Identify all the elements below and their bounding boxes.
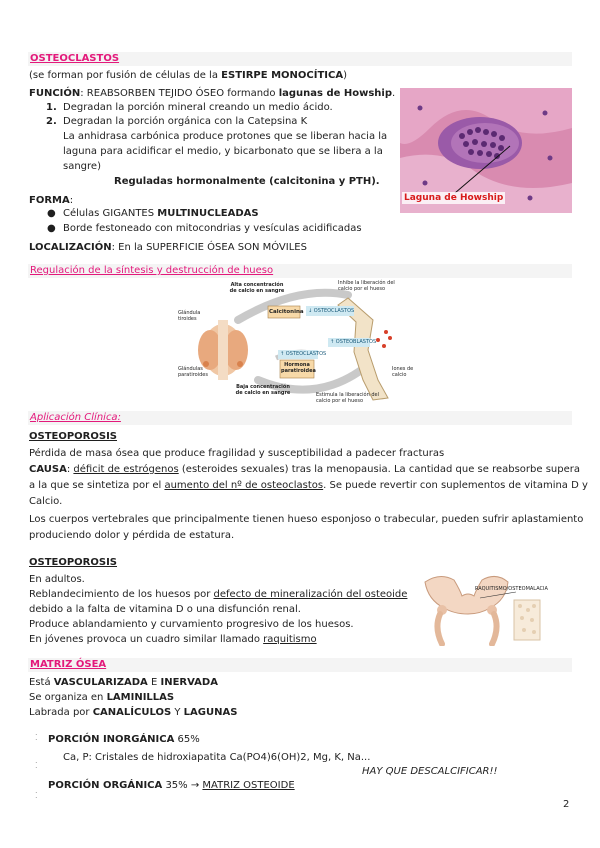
section-header-regulacion <box>28 264 572 278</box>
inorganica-label: PORCIÓN INORGÁNICA <box>48 734 175 745</box>
step-text: Degradan la porción mineral creando un medio ácido. <box>63 102 333 113</box>
section-header-aplicacion <box>28 411 572 425</box>
causa-underline: déficit de estrógenos <box>73 464 179 475</box>
osteomalacia-underline: defecto de mineralización del osteoide <box>213 589 408 600</box>
causa-label: CAUSA <box>29 464 67 475</box>
diagram-stimulate: Estimula la liberación del calcio por el hueso <box>316 392 379 404</box>
diagram-low-calcium: Baja concentración de calcio en sangre <box>235 384 291 396</box>
origin-end: ) <box>343 70 347 81</box>
step2-line: sangre) <box>63 161 101 172</box>
diagram-calcitonin: Calcitonina <box>269 309 304 315</box>
funcion-line <box>29 87 395 100</box>
funcion-label: FUNCIÓN <box>29 88 81 99</box>
bullet-icon: ● <box>47 208 56 219</box>
section-header-osteoclastos <box>28 52 572 66</box>
osteomalacia-underline: raquitismo <box>263 634 317 645</box>
diagram-pth: Hormona paratiroidea <box>281 362 316 374</box>
forma-item-bold: MULTINUCLEADAS <box>157 208 259 219</box>
osteomalacia-title: OSTEOPOROSIS <box>29 557 118 568</box>
localizacion-text: : En la SUPERFICIE ÓSEA SON MÓVILES <box>111 242 307 253</box>
matriz-line <box>29 675 237 690</box>
causa-line <box>29 478 588 494</box>
outline-marker-icon: ⁚ <box>35 733 38 742</box>
diagram-inhibit: Inhibe la liberación del calcio por el hueso <box>338 280 395 292</box>
matriz-text: Se organiza en <box>29 692 107 703</box>
step-text: Degradan la porción orgánica con la Catepsina K <box>63 116 308 127</box>
funcion-bold: lagunas de Howship <box>278 88 392 99</box>
step2-extra <box>63 129 387 174</box>
image-label: Laguna de Howship <box>404 193 504 203</box>
origin-text: (se forman por fusión de células de la <box>29 70 222 81</box>
osteomalacia-line: Produce ablandamiento y curvamiento progresivo de los huesos. <box>29 619 354 630</box>
organica-underline: MATRIZ OSTEOIDE <box>202 780 295 791</box>
causa-text: (esteroides sexuales) tras la menopausia. La cantidad que se reabsorbe supera <box>178 464 580 475</box>
matriz-text: Labrada por <box>29 707 93 718</box>
section-title: MATRIZ ÓSEA <box>30 659 107 670</box>
inorganica-detail: Ca, P: Cristales de hidroxiapatita Ca(PO4)6(OH)2, Mg, K, Na... <box>63 752 371 763</box>
section-title: Aplicación Clínica: <box>30 412 121 423</box>
diagram-osteoclast-down: ↓ OSTEOCLASTOS <box>308 308 355 314</box>
bullet-icon: ● <box>47 223 56 234</box>
step2-line: laguna para acidificar el medio, y bicarbonato que se libera a la <box>63 146 383 157</box>
osteomalacia-line: debido a la falta de vitamina D o una disfunción renal. <box>29 604 301 615</box>
section-title: Regulación de la síntesis y destrucción de hueso <box>30 265 274 276</box>
section-header-matriz <box>28 658 572 672</box>
forma-line <box>29 194 73 207</box>
vertebral-line: Los cuerpos vertebrales que principalmente tienen hueso esponjoso o trabecular, pueden sufrir aplastamiento <box>29 514 584 525</box>
matriz-line <box>29 705 237 720</box>
matriz-bold: VASCULARIZADA <box>53 677 148 688</box>
origin-bold: ESTIRPE MONOCÍTICA <box>221 70 344 81</box>
vertebral-paragraph <box>29 512 584 544</box>
diagram-osteoclast-up: ↑ OSTEOCLASTOS <box>280 351 327 357</box>
matriz-bold: LAMINILLAS <box>106 692 175 703</box>
osteomalacia-text: Reblandecimiento de los huesos por <box>29 589 214 600</box>
organica-line <box>48 779 295 792</box>
causa-colon: : <box>66 464 74 475</box>
matriz-text: E <box>147 677 161 688</box>
step-number: 2. <box>46 116 57 127</box>
forma-colon: : <box>69 195 74 206</box>
step-number: 1. <box>46 102 57 113</box>
osteoporosis-def: Pérdida de masa ósea que produce fragilidad y susceptibilidad a padecer fracturas <box>29 448 445 459</box>
descalcificar-note: HAY QUE DESCALCIFICAR!! <box>362 766 498 777</box>
page-number: 2 <box>563 799 570 810</box>
causa-text: a la que se sintetiza por el <box>29 480 165 491</box>
matriz-line <box>29 690 237 705</box>
calcium-regulation-diagram <box>178 280 418 408</box>
causa-paragraph <box>29 462 588 510</box>
matriz-bold: LAGUNAS <box>183 707 238 718</box>
inorganica-line <box>48 733 200 746</box>
regulated-note: Reguladas hormonalmente (calcitonina y PTH). <box>114 176 380 187</box>
outline-marker-icon: ⁚ <box>35 761 38 770</box>
howship-lacuna-image <box>400 88 572 213</box>
matriz-lines <box>29 675 237 720</box>
localizacion-label: LOCALIZACIÓN <box>29 242 112 253</box>
osteomalacia-line: En adultos. <box>29 574 85 585</box>
forma-item-text: Borde festoneado con mitocondrias y vesículas acidificadas <box>63 223 362 234</box>
diagram-osteoblast-up: ↑ OSTEOBLASTOS <box>330 339 377 345</box>
section-title: OSTEOCLASTOS <box>30 53 120 64</box>
matriz-bold: CANALÍCULOS <box>92 707 172 718</box>
matriz-bold: INERVADA <box>160 677 218 688</box>
organica-label: PORCIÓN ORGÁNICA <box>48 780 163 791</box>
pelvis-label: RAQUITISMO/OSTEOMALACIA <box>475 586 548 592</box>
causa-line: Calcio. <box>29 496 63 507</box>
step2-line: La anhidrasa carbónica produce protones que se liberan hacia la <box>63 131 388 142</box>
osteomalacia-lines <box>29 572 407 647</box>
causa-line <box>29 462 580 478</box>
forma-item <box>63 207 259 220</box>
osteomalacia-line <box>29 587 407 602</box>
funcion-end: . <box>392 88 396 99</box>
origin-line <box>29 69 347 82</box>
localizacion-line <box>29 241 307 254</box>
osteomalacia-line <box>29 632 407 647</box>
diagram-high-calcium: Alta concentración de calcio en sangre <box>229 282 285 294</box>
matriz-text: Y <box>171 707 184 718</box>
vertebral-line: produciendo dolor y pérdida de estatura. <box>29 530 235 541</box>
osteoporosis-title: OSTEOPOROSIS <box>29 431 118 442</box>
matriz-text: Está <box>29 677 54 688</box>
funcion-text: : REABSORBEN TEJIDO ÓSEO formando <box>80 88 279 99</box>
inorganica-pct: 65% <box>174 734 200 745</box>
diagram-ions: Iones de calcio <box>392 366 414 378</box>
forma-label: FORMA <box>29 195 70 206</box>
organica-pct: 35% → <box>162 780 203 791</box>
forma-item <box>63 222 362 235</box>
diagram-parathyroid: Glándulas paratiroides <box>178 366 208 378</box>
causa-text: . Se puede revertir con suplementos de vitamina D y <box>323 480 588 491</box>
osteomalacia-text: En jóvenes provoca un cuadro similar llamado <box>29 634 264 645</box>
pelvis-illustration <box>420 570 572 646</box>
forma-item-text: Células GIGANTES <box>63 208 158 219</box>
causa-underline: aumento del nº de osteoclastos <box>164 480 324 491</box>
diagram-thyroid: Glándula tiroides <box>178 310 201 322</box>
outline-marker-icon: ⁚ <box>35 791 38 800</box>
